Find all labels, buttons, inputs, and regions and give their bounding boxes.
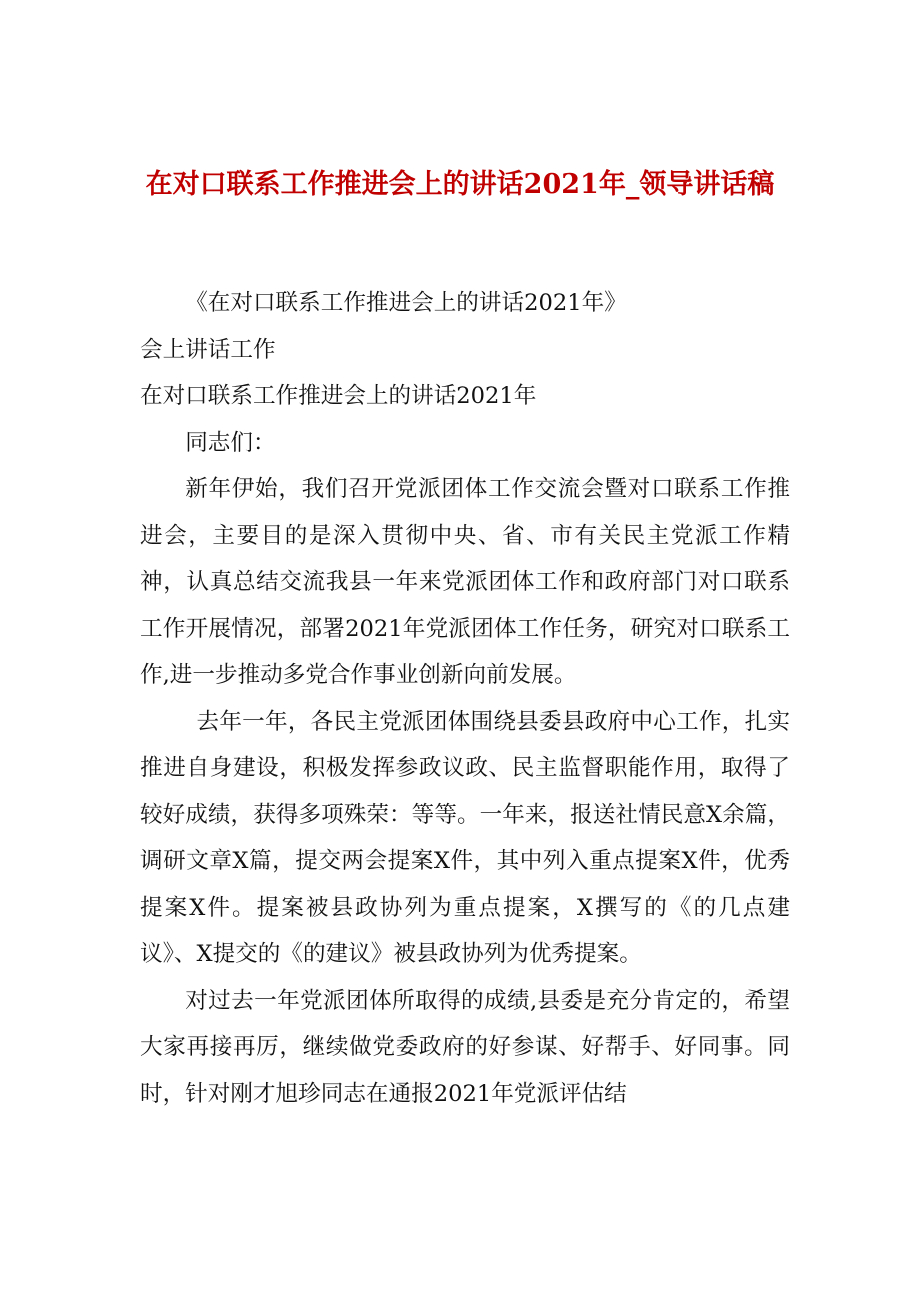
paragraph-body-1: 新年伊始，我们召开党派团体工作交流会暨对口联系工作推进会，主要目的是深入贯彻中央、省、市有关民主党派工作精神，认真总结交流我县一年来党派团体工作和政府部门对口联系工作开展情况，部署2021年党派团体工作任务，研究对口联系工作,进一步推动多党合作事业创新向前发展。: [140, 476, 790, 688]
paragraph-keywords: 会上讲话工作: [140, 336, 276, 363]
paragraph-salutation: 同志们：: [185, 429, 276, 456]
paragraph-quoted-title: 《在对口联系工作推进会上的讲话2021年》: [185, 290, 627, 316]
paragraph-subtitle: 在对口联系工作推进会上的讲话2021年: [140, 383, 537, 409]
document-title: 在对口联系工作推进会上的讲话2021年_领导讲话稿: [145, 169, 775, 200]
paragraph-body-2: 去年一年，各民主党派团体围绕县委县政府中心工作，扎实推进自身建设，积极发挥参政议政、民主监督职能作用，取得了较好成绩，获得多项殊荣：等等。一年来，报送社情民意X余篇，调研文章X篇，提交两会提案X件，其中列入重点提案X件，优秀提案X件。提案被县政协列为重点提案，X撰写的《的几点建议》、X提交的《的建议》被县政协列为优秀提案。: [140, 708, 790, 967]
paragraph-body-3: 对过去一年党派团体所取得的成绩,县委是充分肯定的，希望大家再接再厉，继续做党委政府的好参谋、好帮手、好同事。同时，针对刚才旭珍同志在通报2021年党派评估结: [140, 987, 790, 1107]
document-body: [140, 280, 790, 1117]
